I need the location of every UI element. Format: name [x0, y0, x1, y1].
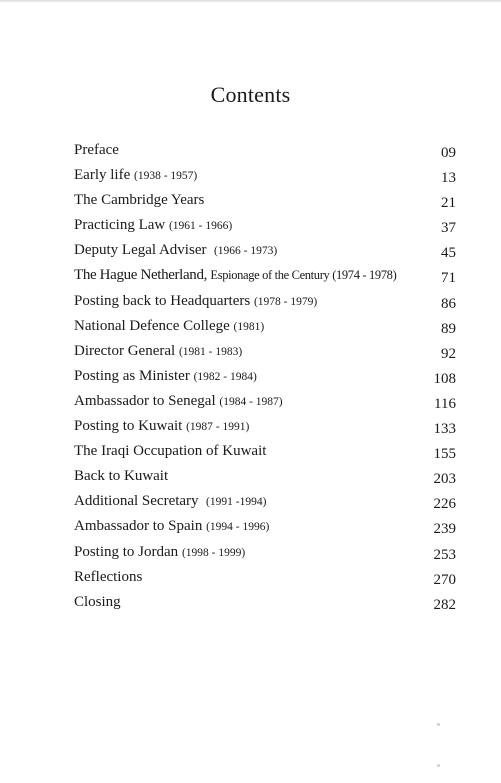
toc-entry[interactable]	[74, 289, 458, 314]
toc-entry-page: 37	[441, 220, 456, 237]
toc-entry-page: 86	[441, 295, 456, 312]
toc-entry-page: 270	[433, 571, 456, 588]
toc-entry-title: Additional Secretary	[74, 493, 199, 510]
toc-entry-page: 45	[441, 245, 456, 262]
toc-entry-title-wrap	[74, 163, 197, 189]
toc-entry-title: Ambassador to Senegal	[74, 392, 216, 409]
toc-entry-title: Closing	[74, 593, 121, 610]
toc-entry-page: 71	[441, 270, 456, 287]
scan-speck	[437, 764, 440, 767]
toc-entry-title-wrap	[74, 238, 277, 264]
toc-entry[interactable]	[74, 188, 458, 213]
toc-entry-title-wrap	[74, 540, 245, 566]
toc-entry-title: Preface	[74, 142, 119, 158]
toc-entry[interactable]	[74, 565, 458, 590]
toc-entry-page: 89	[441, 320, 456, 337]
toc-entry-page: 108	[433, 370, 456, 387]
toc-entry-title-wrap	[74, 263, 396, 288]
toc-entry-title-wrap	[74, 213, 232, 239]
toc-entry-title-wrap	[74, 138, 119, 164]
toc-entry-title-wrap	[74, 439, 266, 465]
toc-entry-title: Ambassador to Spain	[74, 518, 203, 535]
toc-entry-dates: (1966 - 1973)	[213, 245, 278, 258]
toc-entry-page: 13	[441, 170, 456, 187]
toc-entry-dates: (1998 - 1999)	[181, 546, 246, 559]
toc-entry-dates: (1982 - 1984)	[193, 370, 257, 383]
toc-entry-title-wrap	[74, 464, 168, 490]
toc-entry-title: Reflections	[74, 568, 143, 585]
scan-speck	[437, 723, 440, 726]
toc-entry-page: 116	[434, 395, 456, 412]
scan-top-edge	[0, 0, 501, 3]
toc-entry-title-wrap	[74, 590, 121, 616]
toc-entry-page: 133	[433, 421, 456, 438]
page-title: Contents	[210, 82, 291, 107]
toc-entry-page: 239	[433, 521, 456, 538]
toc-entry-title: The Cambridge Years	[74, 192, 205, 209]
toc-entry[interactable]	[74, 514, 458, 539]
toc-entry-title: Posting to Jordan	[74, 543, 179, 560]
toc-entry-page: 282	[433, 596, 456, 613]
toc-entry-page: 09	[441, 145, 456, 161]
toc-entry-dates: (1961 - 1966)	[168, 220, 233, 233]
toc-entry-dates: (1978 - 1979)	[253, 295, 318, 308]
toc-entry[interactable]	[74, 238, 458, 263]
toc-entry-page: 253	[433, 546, 456, 563]
toc-entry-dates: (1987 - 1991)	[186, 421, 250, 434]
toc-entry-title-wrap	[74, 188, 204, 214]
toc-entry-title: The Iraqi Occupation of Kuwait	[74, 443, 267, 460]
toc-entry-page: 92	[441, 345, 456, 362]
toc-entry-title: Posting as Minister	[74, 367, 190, 384]
toc-entry-dates: (1938 - 1957)	[133, 170, 198, 183]
toc-entry[interactable]	[74, 389, 458, 414]
toc-entry-title-wrap	[74, 565, 142, 591]
toc-entry-title: Deputy Legal Adviser	[74, 242, 207, 259]
toc-entry-title-wrap	[74, 339, 242, 365]
toc-entry-page: 155	[433, 446, 456, 463]
toc-entry[interactable]	[74, 590, 458, 615]
toc-entry[interactable]	[74, 489, 458, 514]
toc-entry-title-wrap	[74, 389, 283, 415]
toc-entry-dates: Espionage of the Century (1974 - 1978)	[210, 268, 397, 283]
toc-entry[interactable]	[74, 364, 458, 389]
toc-entry-dates: (1984 - 1987)	[219, 395, 283, 408]
toc-entry-title-wrap	[74, 314, 264, 340]
toc-entry-dates: (1994 - 1996)	[206, 521, 270, 534]
toc-entry-title: National Defence College	[74, 317, 230, 334]
toc-entry-title: Posting to Kuwait	[74, 418, 183, 435]
toc-entry[interactable]	[74, 213, 458, 238]
toc-entry-title: Back to Kuwait	[74, 468, 169, 485]
toc-entry-title: Early life	[74, 167, 131, 184]
toc-entry[interactable]	[74, 138, 458, 163]
toc-entry[interactable]	[74, 464, 458, 489]
toc-entry[interactable]	[74, 540, 458, 565]
toc-entry-title: Practicing Law	[74, 217, 166, 234]
toc-entry[interactable]	[74, 439, 458, 464]
toc-entry-page: 21	[441, 195, 456, 212]
toc-entry-page: 203	[433, 471, 456, 488]
toc-entry[interactable]	[74, 163, 458, 188]
table-of-contents	[74, 138, 458, 615]
toc-entry[interactable]	[74, 339, 458, 364]
toc-entry-dates: (1991 -1994)	[206, 496, 267, 509]
toc-entry-title-wrap	[74, 289, 317, 315]
toc-entry-title-wrap	[74, 489, 266, 515]
toc-entry[interactable]	[74, 414, 458, 439]
toc-entry-title-wrap	[74, 414, 249, 440]
toc-entry-dates: (1981)	[233, 320, 265, 333]
toc-entry-title-wrap	[74, 364, 257, 390]
toc-entry-title-wrap	[74, 514, 269, 540]
toc-entry[interactable]	[74, 263, 458, 288]
toc-entry-title: The Hague Netherland,	[74, 267, 208, 284]
toc-entry-title: Director General	[74, 342, 176, 359]
toc-entry-dates: (1981 - 1983)	[178, 345, 243, 358]
toc-entry-page: 226	[433, 496, 456, 513]
toc-entry-title: Posting back to Headquarters	[74, 292, 251, 309]
toc-entry[interactable]	[74, 314, 458, 339]
